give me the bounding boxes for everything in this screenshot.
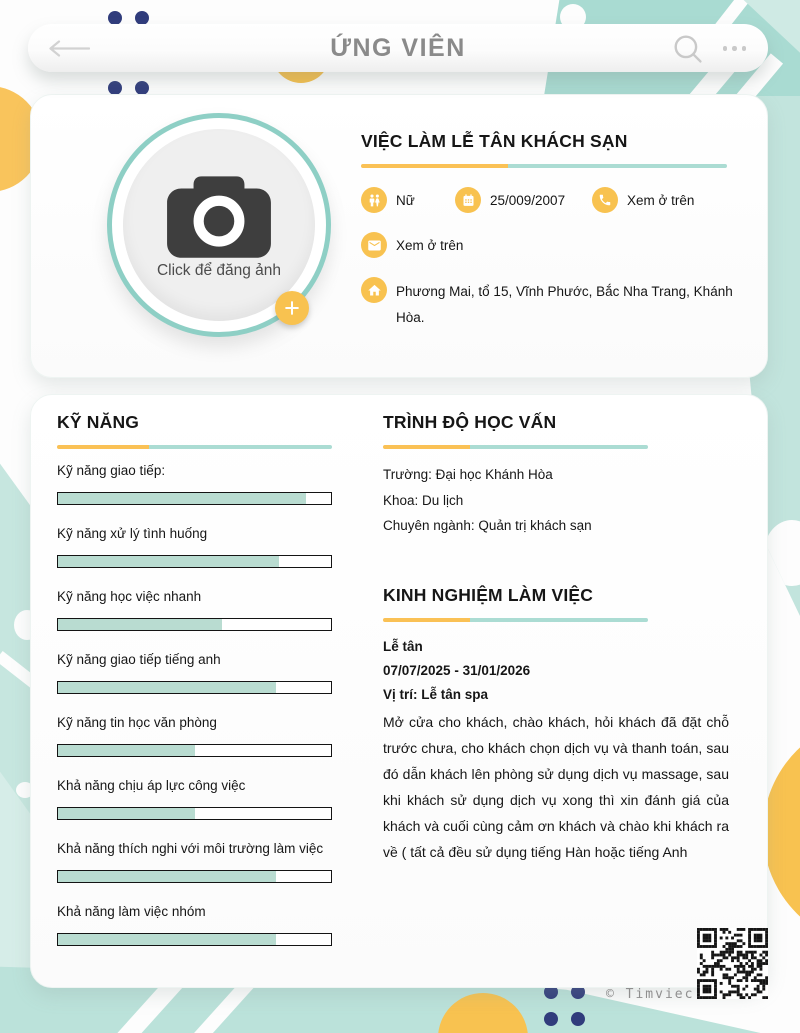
skill-item [57, 841, 332, 883]
skill-label: Kỹ năng giao tiếp tiếng anh [57, 652, 221, 667]
skills-list [57, 463, 332, 946]
profile-summary-card [30, 94, 768, 378]
experience-summary [383, 635, 729, 707]
info-row-email [361, 232, 733, 258]
camera-icon [163, 170, 275, 258]
gender-field [361, 187, 455, 213]
skills-heading: KỸ NĂNG [57, 412, 140, 432]
phone-icon [592, 187, 618, 213]
watermark-credit: © Timviec [606, 987, 695, 1002]
experience-role: Lễ tân [383, 638, 423, 654]
bg-white-blob [764, 520, 800, 586]
candidate-info [361, 131, 733, 331]
skill-item [57, 652, 332, 694]
bg-navy-dot [135, 81, 149, 95]
phone-value: Xem ở trên [627, 192, 695, 208]
email-field [361, 232, 463, 258]
skill-progress-fill [58, 493, 306, 504]
skill-progress-bar [57, 555, 332, 568]
search-icon[interactable] [670, 31, 706, 67]
birthdate-value: 25/009/2007 [490, 192, 566, 208]
address-value: Phương Mai, tổ 15, Vĩnh Phước, Bắc Nha Trang, Khánh Hòa. [396, 284, 733, 325]
skill-item [57, 904, 332, 946]
photo-upload-area [107, 113, 331, 337]
skill-progress-fill [58, 934, 276, 945]
skill-label: Khả năng chịu áp lực công việc [57, 778, 246, 793]
experience-period: 07/07/2025 - 31/01/2026 [383, 662, 531, 678]
skill-item [57, 526, 332, 568]
bg-navy-dot [135, 11, 149, 25]
education-heading: TRÌNH ĐỘ HỌC VẤN [383, 412, 557, 432]
skill-progress-fill [58, 871, 276, 882]
skill-progress-fill [58, 556, 279, 567]
page-title: ỨNG VIÊN [330, 34, 466, 62]
education-lines [383, 462, 729, 539]
education-school: Trường: Đại học Khánh Hòa [383, 467, 553, 482]
home-icon [361, 277, 387, 303]
plus-icon [282, 298, 302, 318]
photo-upload-caption: Click để đăng ảnh [156, 262, 282, 279]
education-major: Chuyên ngành: Quản trị khách sạn [383, 518, 592, 533]
info-row-primary [361, 187, 733, 213]
bg-yellow-circle-right [763, 717, 800, 947]
skill-item [57, 715, 332, 757]
skill-progress-fill [58, 745, 195, 756]
qr-code [697, 928, 768, 999]
skill-label: Khả năng thích nghi với môi trường làm việc [57, 841, 324, 856]
experience-position: Vị trí: Lễ tân spa [383, 686, 489, 702]
skill-progress-bar [57, 807, 332, 820]
add-photo-button[interactable] [275, 291, 309, 325]
section-underline [383, 618, 648, 622]
gender-icon [361, 187, 387, 213]
skill-progress-bar [57, 870, 332, 883]
skill-progress-bar [57, 492, 332, 505]
gender-value: Nữ [396, 192, 415, 208]
education-faculty: Khoa: Du lịch [383, 492, 464, 508]
bg-navy-dot [571, 1012, 585, 1026]
skill-progress-fill [58, 619, 222, 630]
app-header-bar [28, 24, 768, 72]
bg-navy-dot [108, 81, 122, 95]
skill-progress-bar [57, 933, 332, 946]
title-underline [361, 164, 727, 168]
education-section [383, 412, 729, 539]
phone-field [592, 187, 694, 213]
skills-section [57, 412, 332, 967]
section-underline [383, 445, 648, 449]
experience-section [383, 585, 729, 865]
email-value: Xem ở trên [396, 237, 464, 253]
address-field [361, 277, 733, 331]
skill-progress-fill [58, 682, 276, 693]
skill-item [57, 778, 332, 820]
experience-heading: KINH NGHIỆM LÀM VIỆC [383, 584, 594, 605]
bg-navy-dot [544, 1012, 558, 1026]
experience-description: Mở cửa cho khách, chào khách, hỏi khách đã đặt chỗ trước chưa, cho khách chọn dịch vụ và thanh toán, sau đó dẫn khách lên phòng sử dụng dịch vụ massage, sau khi khách sử dụng dịch vụ xong thì xin đánh giá của khách và cuối cùng cảm ơn khách và chào khi khách ra về ( tất cả đều sử dụng tiếng Hàn hoặc tiếng Anh [383, 713, 729, 860]
cv-details-card [30, 394, 768, 988]
skill-label: Kỹ năng xử lý tình huống [57, 526, 208, 541]
skill-progress-fill [58, 808, 195, 819]
section-underline [57, 445, 332, 449]
bg-navy-dot [108, 11, 122, 25]
more-options-icon[interactable] [723, 46, 747, 51]
email-icon [361, 232, 387, 258]
info-row-address [361, 277, 733, 331]
skill-progress-bar [57, 618, 332, 631]
skill-label: Kỹ năng giao tiếp: [57, 463, 166, 478]
skill-label: Kỹ năng học việc nhanh [57, 589, 202, 604]
right-column [383, 412, 729, 967]
skill-item [57, 463, 332, 505]
skill-progress-bar [57, 744, 332, 757]
skill-item [57, 589, 332, 631]
birthdate-field [455, 187, 592, 213]
skill-label: Kỹ năng tin học văn phòng [57, 715, 217, 730]
skill-progress-bar [57, 681, 332, 694]
job-title: VIỆC LÀM LỄ TÂN KHÁCH SẠN [361, 131, 628, 151]
calendar-icon [455, 187, 481, 213]
skill-label: Khả năng làm việc nhóm [57, 904, 206, 919]
